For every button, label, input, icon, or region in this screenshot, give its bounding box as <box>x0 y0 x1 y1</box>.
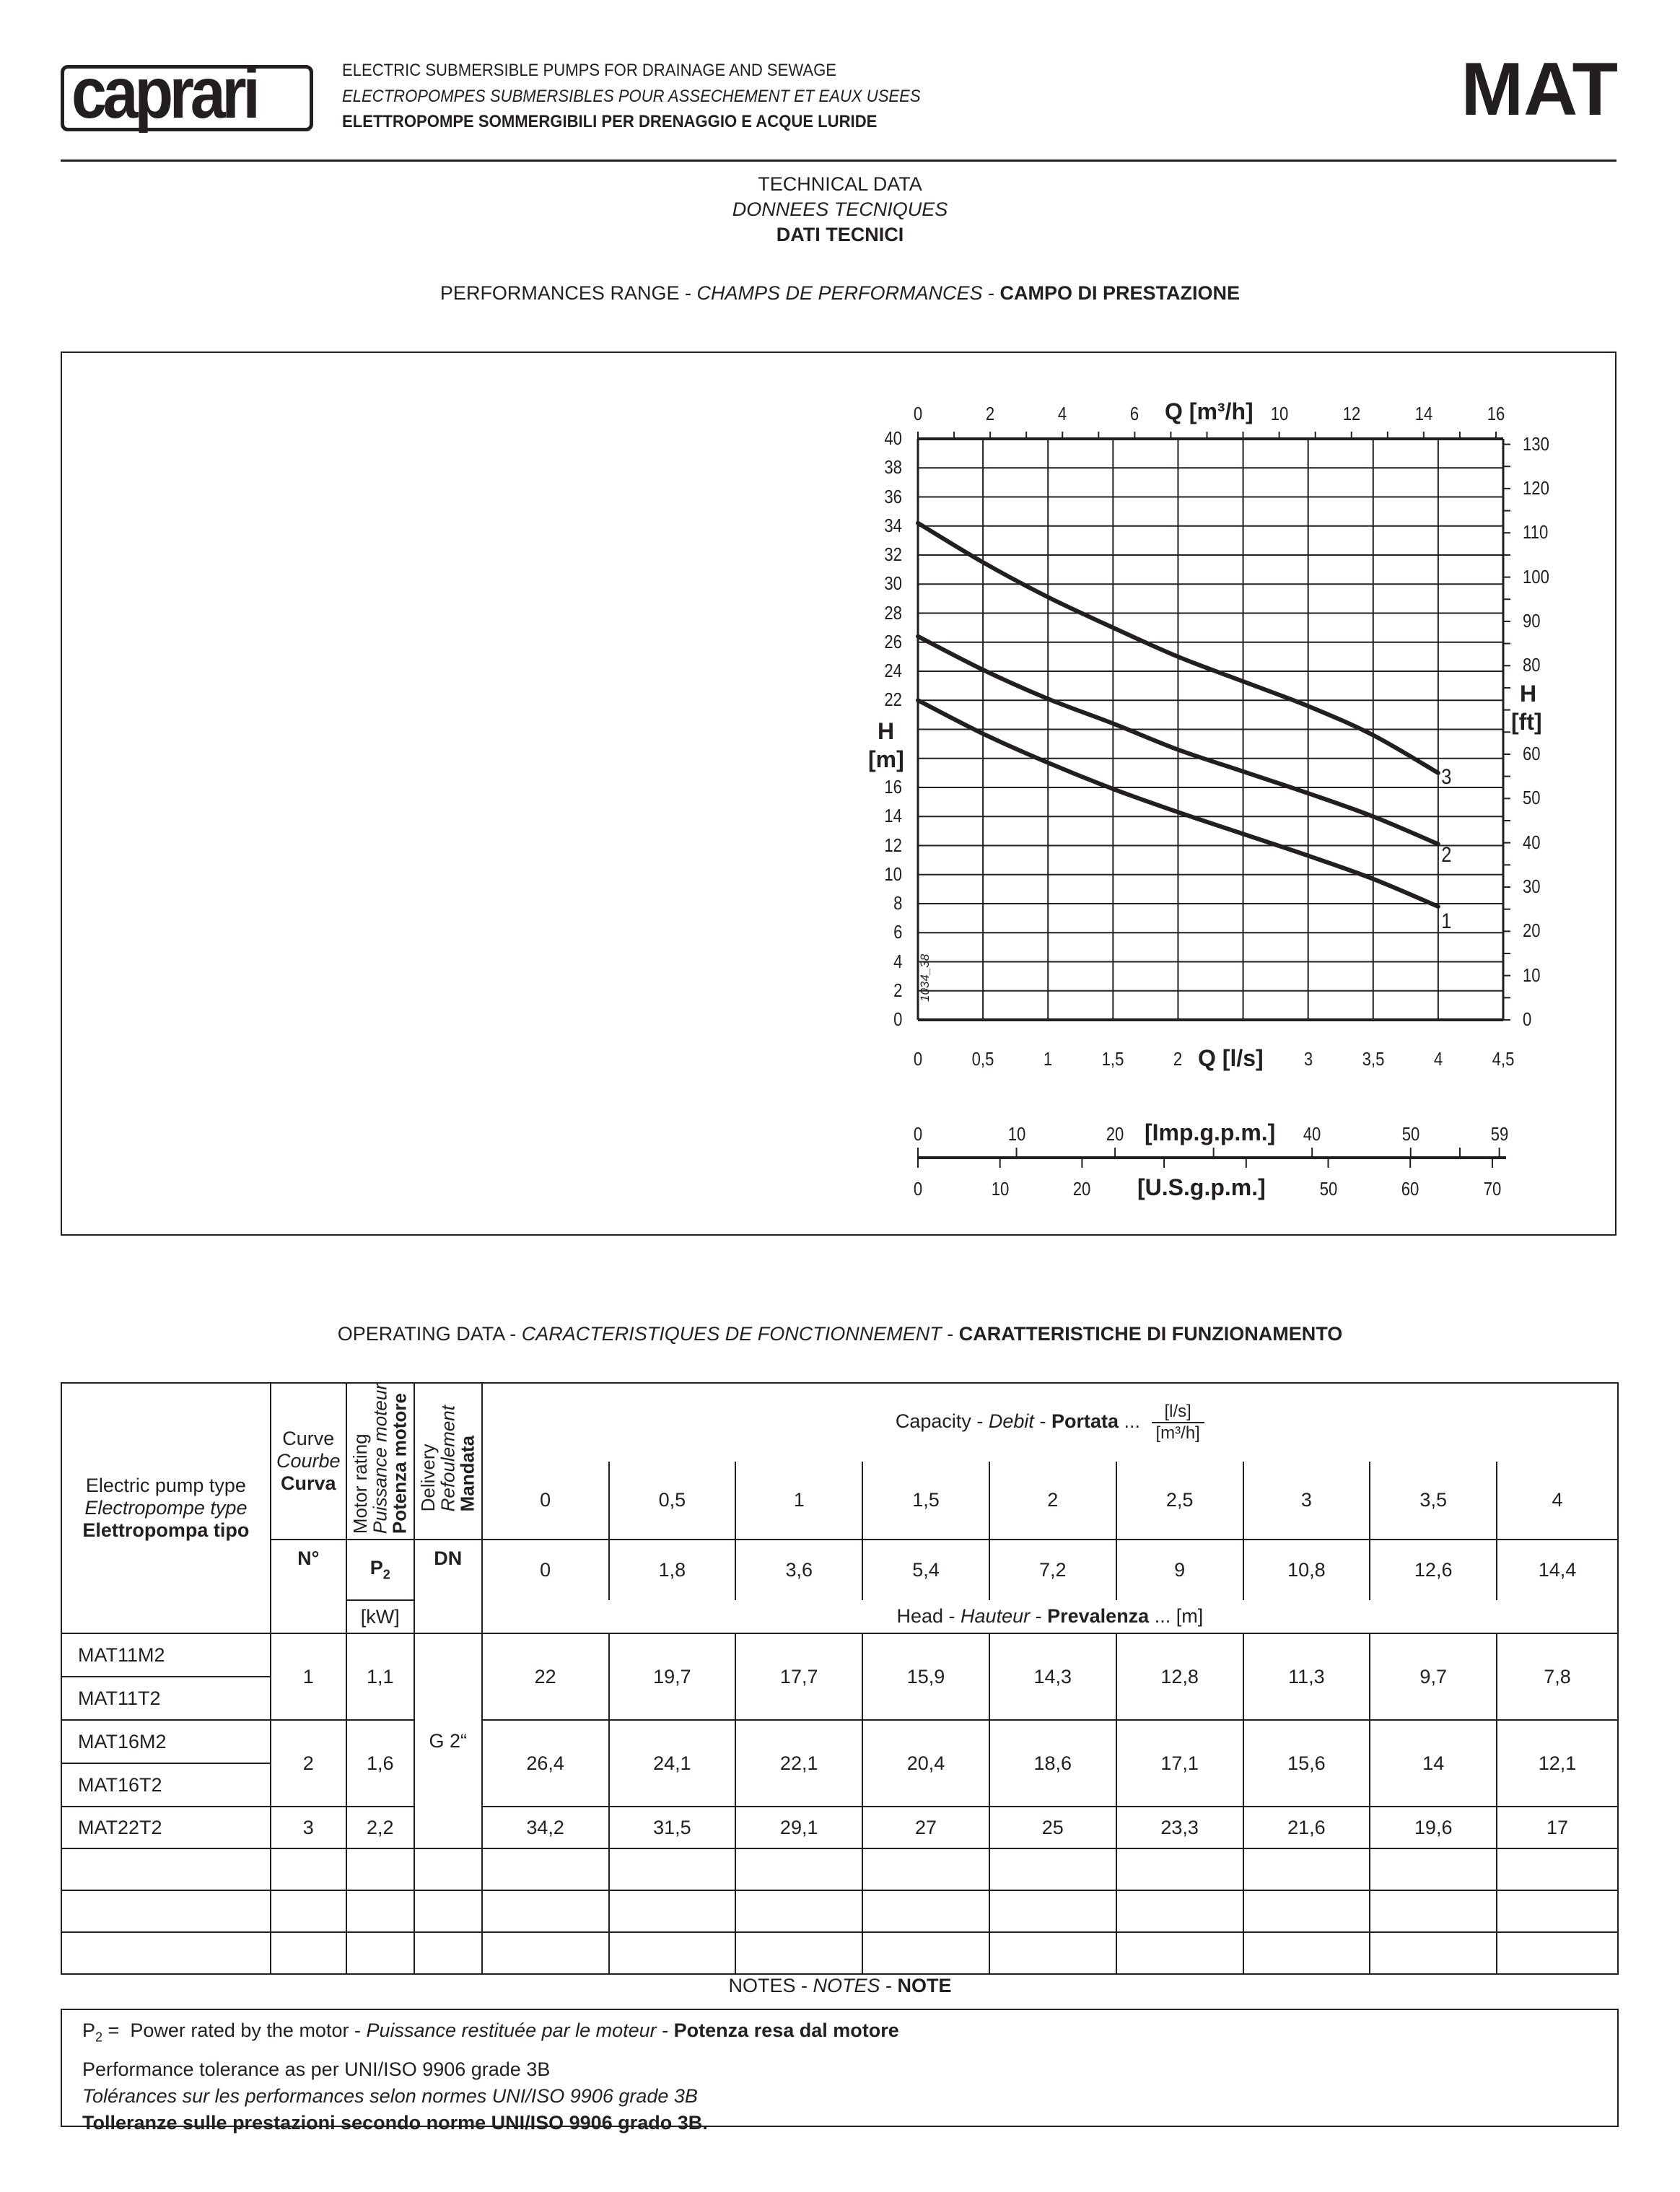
series-code: MAT <box>1461 48 1618 131</box>
tick-label: 8 <box>893 892 902 914</box>
model-cell: MAT11M2 <box>61 1633 271 1677</box>
note-tolerance-fr: Tolérances sur les performances selon normes UNI/ISO 9906 grade 3B <box>82 2085 698 2108</box>
head-cell: 25 <box>989 1807 1116 1848</box>
tick-label: 40 <box>1523 831 1541 853</box>
head-cell: 22 <box>482 1633 609 1720</box>
flow-m3h-cell: 0 <box>482 1540 609 1600</box>
p2-cell: 1,6 <box>346 1720 414 1807</box>
tick-label: 90 <box>1523 609 1541 632</box>
header-p2-unit: [kW] <box>346 1600 414 1633</box>
tick-label: 36 <box>884 485 902 507</box>
x-axis-bottom-label: Q [l/s] <box>1198 1045 1264 1071</box>
model-cell: MAT16T2 <box>61 1763 271 1807</box>
caprari-logo: caprari <box>61 65 313 131</box>
flow-ls-cell: 2,5 <box>1116 1462 1243 1540</box>
head-cell: 7,8 <box>1497 1633 1618 1720</box>
flow-m3h-cell: 12,6 <box>1370 1540 1497 1600</box>
tick-label: 40 <box>884 427 902 449</box>
tick-label: 22 <box>884 689 902 711</box>
head-cell: 18,6 <box>989 1720 1116 1807</box>
tick-label: 0 <box>1523 1008 1532 1030</box>
tick-label: 4 <box>1058 403 1067 424</box>
p2-cell: 1,1 <box>346 1633 414 1720</box>
table-row <box>61 1807 1618 1848</box>
tick-label: 0 <box>913 403 923 424</box>
flow-ls-cell: 0,5 <box>609 1462 736 1540</box>
tick-label: 59 <box>1490 1123 1508 1145</box>
flow-ls-cell: 0 <box>482 1462 609 1540</box>
y-axis-left-unit: [m] <box>868 746 904 772</box>
curve-label-2: 2 <box>1441 843 1452 867</box>
operating-data-title: OPERATING DATA - CARACTERISTIQUES DE FONCTIONNEMENT - CARATTERISTICHE DI FUNZIONAMENTO <box>337 1323 1343 1345</box>
header-title-en: ELECTRIC SUBMERSIBLE PUMPS FOR DRAINAGE AND SEWAGE <box>342 61 837 80</box>
tick-label: 120 <box>1523 476 1549 499</box>
flow-m3h-cell: 10,8 <box>1243 1540 1370 1600</box>
p2-cell: 2,2 <box>346 1807 414 1848</box>
tick-label: 24 <box>884 660 902 681</box>
tick-label: 4 <box>893 950 902 972</box>
tick-label: 40 <box>1303 1123 1321 1145</box>
header-dn: DN <box>414 1540 482 1633</box>
curve-cell: 3 <box>271 1807 346 1848</box>
head-cell: 17 <box>1497 1807 1618 1848</box>
tick-label: 1 <box>1044 1048 1053 1070</box>
tick-label: 2 <box>893 979 902 1001</box>
note-tolerance-en: Performance tolerance as per UNI/ISO 9906 grade 3B <box>82 2058 551 2081</box>
flow-ls-cell: 4 <box>1497 1462 1618 1540</box>
header-curve-number: N° <box>271 1540 346 1633</box>
head-cell: 15,6 <box>1243 1720 1370 1807</box>
curve-cell: 1 <box>271 1633 346 1720</box>
flow-m3h-cell: 3,6 <box>735 1540 862 1600</box>
capacity-unit-fraction: $\frac{[l/s]}{\text{[m³/h]}}$ <box>1152 1402 1204 1444</box>
tick-label: 10 <box>1007 1123 1025 1145</box>
model-cell: MAT11T2 <box>61 1677 271 1720</box>
curve-cell: 2 <box>271 1720 346 1807</box>
head-cell: 14 <box>1370 1720 1497 1807</box>
notes-box <box>61 2009 1619 2134</box>
tick-label: 130 <box>1523 432 1549 455</box>
tick-label: 1,5 <box>1101 1048 1124 1070</box>
head-cell: 12,8 <box>1116 1633 1243 1720</box>
tick-label: 0 <box>913 1178 923 1200</box>
tick-label: 0 <box>913 1123 923 1145</box>
us-gpm-label: [U.S.g.p.m.] <box>1137 1174 1266 1200</box>
tick-label: 2 <box>985 403 995 424</box>
head-cell: 24,1 <box>609 1720 736 1807</box>
tick-label: 6 <box>1130 403 1139 424</box>
tick-label: 10 <box>1270 403 1288 424</box>
curve-label-1: 1 <box>1441 909 1452 933</box>
head-cell: 29,1 <box>735 1807 862 1848</box>
tick-label: 12 <box>1342 403 1361 424</box>
tick-label: 3 <box>1303 1048 1313 1070</box>
head-cell: 15,9 <box>862 1633 989 1720</box>
drawing-code: 1034_38 <box>918 953 932 1002</box>
tick-label: 16 <box>884 776 902 798</box>
flow-m3h-cell: 14,4 <box>1497 1540 1618 1600</box>
tick-label: 20 <box>1106 1123 1124 1145</box>
head-cell: 12,1 <box>1497 1720 1618 1807</box>
flow-m3h-cell: 7,2 <box>989 1540 1116 1600</box>
curve-label-3: 3 <box>1441 765 1452 789</box>
tick-label: 70 <box>1483 1178 1502 1200</box>
tick-label: 0 <box>893 1008 902 1030</box>
tick-label: 6 <box>893 921 902 943</box>
tick-label: 20 <box>1073 1178 1091 1200</box>
tick-label: 20 <box>1523 920 1541 942</box>
head-cell: 19,6 <box>1370 1807 1497 1848</box>
head-cell: 34,2 <box>482 1807 609 1848</box>
tick-label: 26 <box>884 630 902 652</box>
header-curve: Curve Courbe Curva <box>271 1383 346 1540</box>
tick-label: 10 <box>991 1178 1009 1200</box>
empty-row <box>61 1932 1618 1974</box>
flow-ls-cell: 3 <box>1243 1462 1370 1540</box>
technical-data-fr: DONNEES TECNIQUES <box>732 198 948 220</box>
header-title-fr: ELECTROPOMPES SUBMERSIBLES POUR ASSECHEMENT ET EAUX USEES <box>342 87 921 106</box>
header-motor-rating: Motor rating Puissance moteur Potenza motore <box>346 1383 414 1540</box>
header-title-it: ELETTROPOMPE SOMMERGIBILI PER DRENAGGIO E ACQUE LURIDE <box>342 112 878 131</box>
tick-label: 100 <box>1523 565 1549 588</box>
tick-label: 32 <box>884 543 902 565</box>
head-cell: 9,7 <box>1370 1633 1497 1720</box>
tick-label: 34 <box>884 514 902 536</box>
header-head: Head - Hauteur - Prevalenza ... [m] <box>482 1600 1618 1633</box>
head-cell: 17,1 <box>1116 1720 1243 1807</box>
tick-label: 60 <box>1523 742 1541 764</box>
tick-label: 60 <box>1401 1178 1419 1200</box>
flow-ls-cell: 3,5 <box>1370 1462 1497 1540</box>
model-cell: MAT22T2 <box>61 1807 271 1848</box>
head-cell: 11,3 <box>1243 1633 1370 1720</box>
header-delivery: Delivery Refoulement Mandata <box>414 1383 482 1540</box>
flow-ls-cell: 1 <box>735 1462 862 1540</box>
tick-label: 14 <box>884 805 902 827</box>
tick-label: 50 <box>1319 1178 1337 1200</box>
tick-label: 50 <box>1523 787 1541 809</box>
tick-label: 2 <box>1173 1048 1183 1070</box>
tick-label: 4 <box>1433 1048 1443 1070</box>
tick-label: 4,5 <box>1492 1048 1515 1070</box>
head-cell: 27 <box>862 1807 989 1848</box>
head-cell: 22,1 <box>735 1720 862 1807</box>
tick-label: 38 <box>884 456 902 479</box>
technical-data-en: TECHNICAL DATA <box>758 173 922 195</box>
performance-range-title: PERFORMANCES RANGE - CHAMPS DE PERFORMANCES - CAMPO DI PRESTAZIONE <box>439 282 1241 304</box>
tick-label: 12 <box>884 834 902 856</box>
y-axis-left-label: H <box>878 718 895 744</box>
head-cell: 21,6 <box>1243 1807 1370 1848</box>
dn-cell: G 2“ <box>414 1633 482 1848</box>
flow-m3h-cell: 1,8 <box>609 1540 736 1600</box>
head-cell: 20,4 <box>862 1720 989 1807</box>
head-cell: 19,7 <box>609 1633 736 1720</box>
operating-data-table <box>61 1382 1619 1975</box>
tick-label: 30 <box>1523 875 1541 897</box>
head-cell: 26,4 <box>482 1720 609 1807</box>
tick-label: 30 <box>884 572 902 595</box>
technical-data-it: DATI TECNICI <box>776 224 904 245</box>
tick-label: 80 <box>1523 654 1541 676</box>
head-cell: 14,3 <box>989 1633 1116 1720</box>
note-p2: $P_2$ = Power rated by the motor - Puissance restituée par le moteur - Potenza resa dal motore <box>82 2019 899 2045</box>
head-cell: 17,7 <box>735 1633 862 1720</box>
empty-row <box>61 1848 1618 1890</box>
flow-m3h-cell: 9 <box>1116 1540 1243 1600</box>
tick-label: 0,5 <box>971 1048 994 1070</box>
table-row <box>61 1720 1618 1763</box>
header-pump-type: Electric pump type Electropompe type Elettropompa tipo <box>61 1383 271 1633</box>
tick-label: 10 <box>1523 964 1541 986</box>
note-tolerance-it: Tolleranze sulle prestazioni secondo norme UNI/ISO 9906 grado 3B. <box>82 2112 708 2134</box>
tick-label: 110 <box>1523 521 1549 543</box>
header-capacity: Capacity - Debit - Portata ... $\frac{[l/s]}{\text{[m³/h]}}$ <box>482 1383 1618 1462</box>
tick-label: 0 <box>913 1048 923 1070</box>
x-axis-top-label: Q [m³/h] <box>1165 398 1254 424</box>
empty-row <box>61 1890 1618 1932</box>
tick-label: 50 <box>1401 1123 1420 1145</box>
imp-gpm-label: [Imp.g.p.m.] <box>1145 1119 1276 1145</box>
notes-title: NOTES - NOTES - NOTE <box>728 1975 952 1996</box>
flow-m3h-cell: 5,4 <box>862 1540 989 1600</box>
tick-label: 3,5 <box>1362 1048 1385 1070</box>
head-cell: 23,3 <box>1116 1807 1243 1848</box>
y-axis-right-unit: [ft] <box>1511 709 1542 735</box>
head-cell: 31,5 <box>609 1807 736 1848</box>
model-cell: MAT16M2 <box>61 1720 271 1763</box>
tick-label: 10 <box>884 863 902 885</box>
tick-label: 14 <box>1414 403 1433 424</box>
tick-label: 16 <box>1487 403 1505 424</box>
table-row <box>61 1633 1618 1677</box>
tick-label: 28 <box>884 601 902 624</box>
flow-ls-cell: 2 <box>989 1462 1116 1540</box>
flow-ls-cell: 1,5 <box>862 1462 989 1540</box>
header-p2: $P_2$ <box>346 1540 414 1600</box>
y-axis-right-label: H <box>1520 681 1537 707</box>
